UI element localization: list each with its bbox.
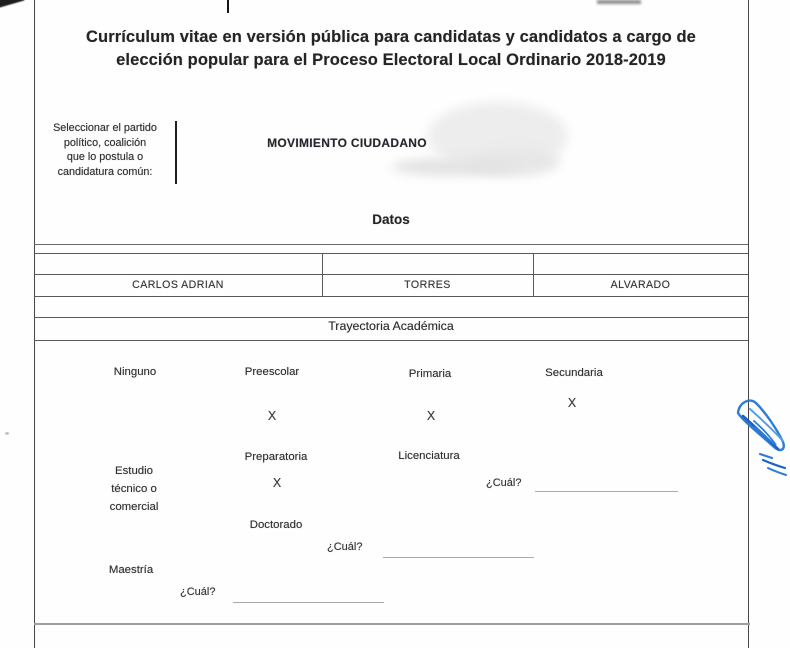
x-mark-preparatoria: X <box>272 476 282 490</box>
estudio-line1: Estudio <box>115 465 153 477</box>
scan-top-smudge <box>597 0 641 4</box>
estudio-line3: comercial <box>109 501 159 513</box>
party-field-divider-bar <box>175 121 177 184</box>
level-label-licenciatura: Licenciatura <box>398 450 460 462</box>
scan-speck <box>5 432 9 435</box>
name-cell-paternal-surname: TORRES <box>404 279 451 291</box>
level-label-ninguno: Ninguno <box>113 366 157 378</box>
level-label-estudio-tecnico <box>84 462 184 516</box>
name-cell-first-name: CARLOS ADRIAN <box>132 279 224 291</box>
x-mark-preescolar: X <box>267 409 277 423</box>
level-label-secundaria: Secundaria <box>545 367 603 379</box>
academic-section-heading: Trayectoria Académica <box>328 319 454 333</box>
table-line <box>34 317 748 318</box>
section-bottom-line <box>34 623 750 625</box>
level-label-preescolar: Preescolar <box>244 366 300 378</box>
page-title-line2: elección popular para el Proceso Electoral Local Ordinario 2018-2019 <box>116 51 666 69</box>
level-label-doctorado: Doctorado <box>249 519 303 531</box>
party-label-line2: político, coalición <box>63 136 147 149</box>
table-line <box>34 274 748 275</box>
table-line <box>34 296 748 297</box>
table-line <box>34 340 748 341</box>
cual-answer-line-maestria <box>233 602 384 603</box>
estudio-line2: técnico o <box>111 483 157 495</box>
party-label-line4: candidatura común: <box>57 165 153 178</box>
name-cell-maternal-surname: ALVARADO <box>610 279 671 291</box>
level-label-preparatoria: Preparatoria <box>244 451 308 463</box>
cual-label-maestria: ¿Cuál? <box>180 586 216 598</box>
level-label-maestria: Maestría <box>108 564 154 576</box>
party-selector-label <box>36 121 174 179</box>
pen-scribble-annotation <box>726 394 790 480</box>
scan-noise-blob <box>392 158 517 176</box>
cual-label-doctorado: ¿Cuál? <box>327 541 363 553</box>
table-line <box>34 244 748 245</box>
party-label-line1: Seleccionar el partido <box>53 122 157 134</box>
party-name-value: MOVIMIENTO CIUDADANO <box>267 136 427 150</box>
page-title-line1: Currículum vitae en versión pública para candidatas y candidatos a cargo de <box>86 28 696 46</box>
datos-section-heading: Datos <box>372 212 410 227</box>
x-mark-primaria: X <box>426 409 436 423</box>
page-title <box>34 26 748 72</box>
table-line <box>34 253 748 254</box>
level-label-primaria: Primaria <box>408 368 452 380</box>
scan-corner-mark <box>0 0 24 9</box>
cual-answer-line-doctorado <box>383 557 534 558</box>
cual-answer-line-licenciatura <box>535 491 678 492</box>
party-label-line3: que lo postula o <box>66 151 144 164</box>
crop-mark <box>227 0 229 13</box>
cual-label-licenciatura: ¿Cuál? <box>486 477 522 489</box>
x-mark-secundaria: X <box>567 396 577 410</box>
